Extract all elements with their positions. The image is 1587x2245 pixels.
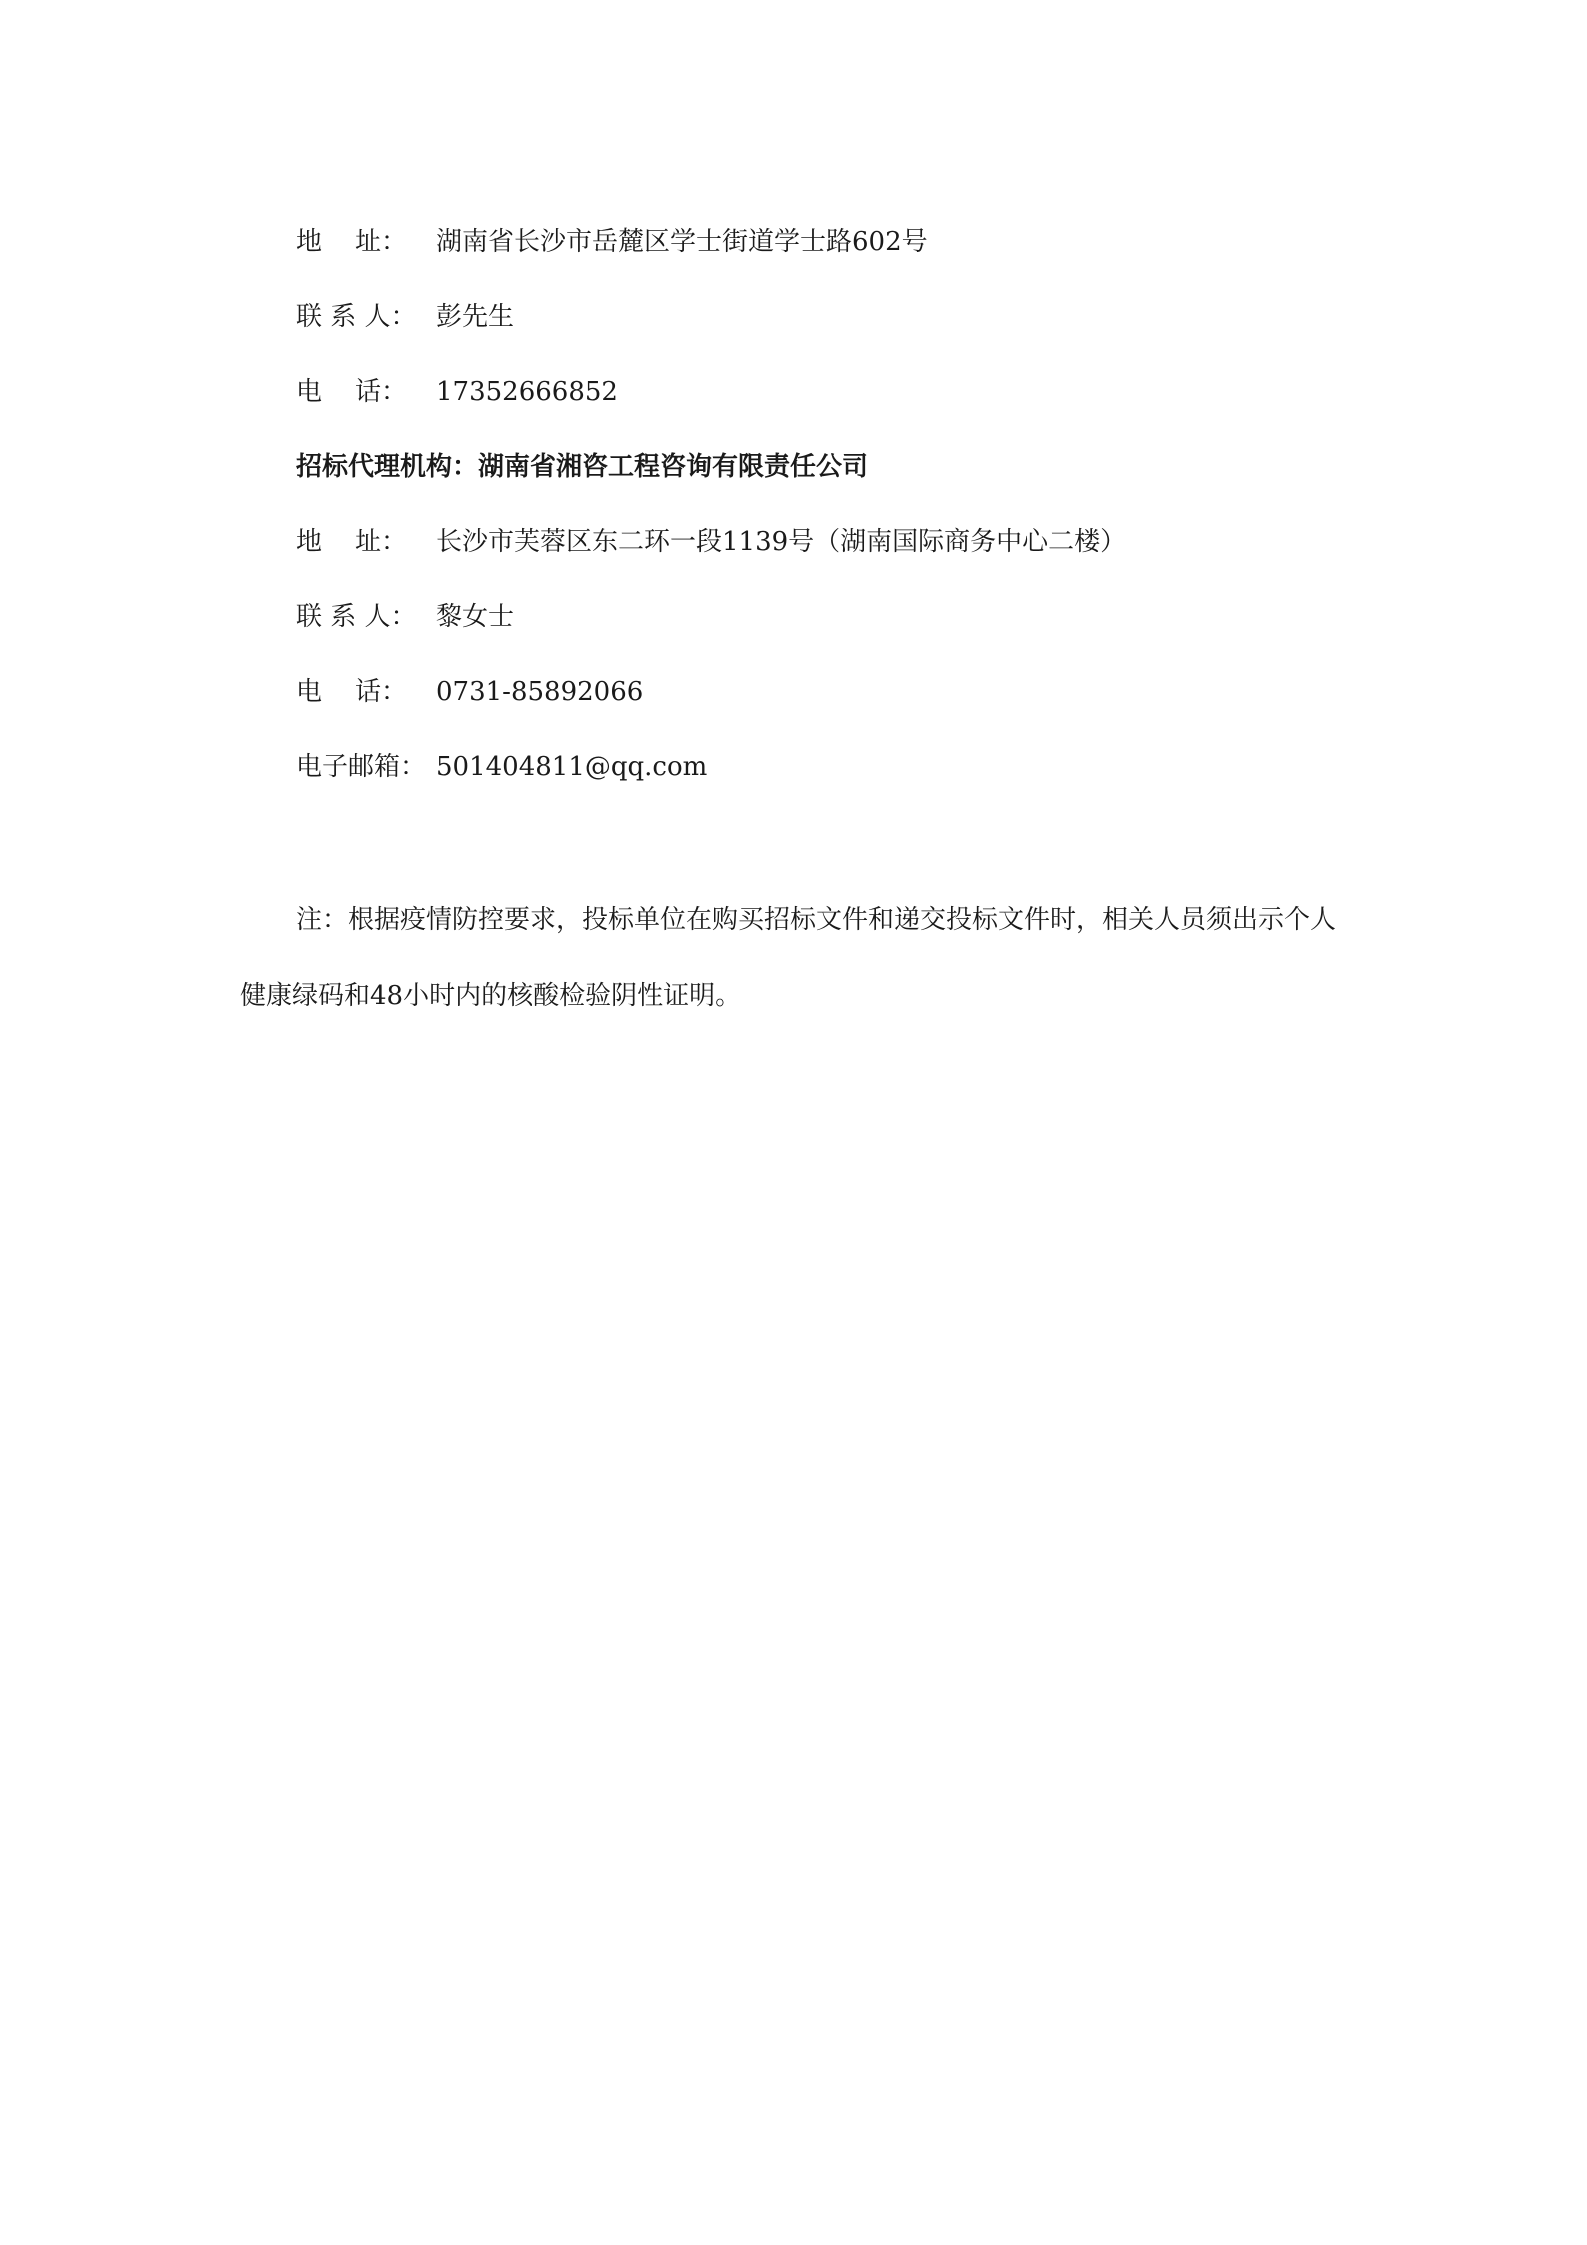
tenderer-contact-value: 彭先生	[436, 302, 515, 332]
tenderer-phone-label: 电 话：	[296, 377, 408, 407]
tenderer-phone-value: 17352666852	[436, 377, 618, 407]
agency-email-value: 501404811@qq.com	[436, 752, 708, 782]
tenderer-address-line	[296, 224, 928, 260]
agency-phone-line	[296, 674, 643, 710]
agency-title-value: 湖南省湘咨工程咨询有限责任公司	[478, 452, 869, 482]
agency-contact-line	[296, 599, 514, 635]
agency-address-label: 地 址：	[296, 527, 408, 557]
tenderer-address-value: 湖南省长沙市岳麓区学士街道学士路602号	[436, 227, 928, 257]
agency-email-label: 电子邮箱：	[296, 752, 427, 782]
agency-title-label: 招标代理机构：	[296, 452, 479, 482]
agency-email-line	[296, 749, 707, 785]
epidemic-note: 注：根据疫情防控要求，投标单位在购买招标文件和递交投标文件时，相关人员须出示个人健康绿码和48小时内的核酸检验阴性证明。	[240, 905, 1337, 1011]
agency-phone-label: 电 话：	[296, 677, 408, 707]
agency-phone-value: 0731-85892066	[436, 677, 644, 707]
agency-contact-value: 黎女士	[436, 602, 515, 632]
agency-address-value: 长沙市芙蓉区东二环一段1139号（湖南国际商务中心二楼）	[436, 527, 1127, 557]
agency-title-line	[296, 449, 868, 485]
tenderer-contact-line	[296, 299, 514, 335]
tenderer-address-label: 地 址：	[296, 227, 408, 257]
agency-contact-label: 联 系 人：	[296, 602, 417, 632]
tenderer-phone-line	[296, 374, 618, 410]
agency-address-line	[296, 524, 1126, 560]
tenderer-contact-label: 联 系 人：	[296, 302, 417, 332]
